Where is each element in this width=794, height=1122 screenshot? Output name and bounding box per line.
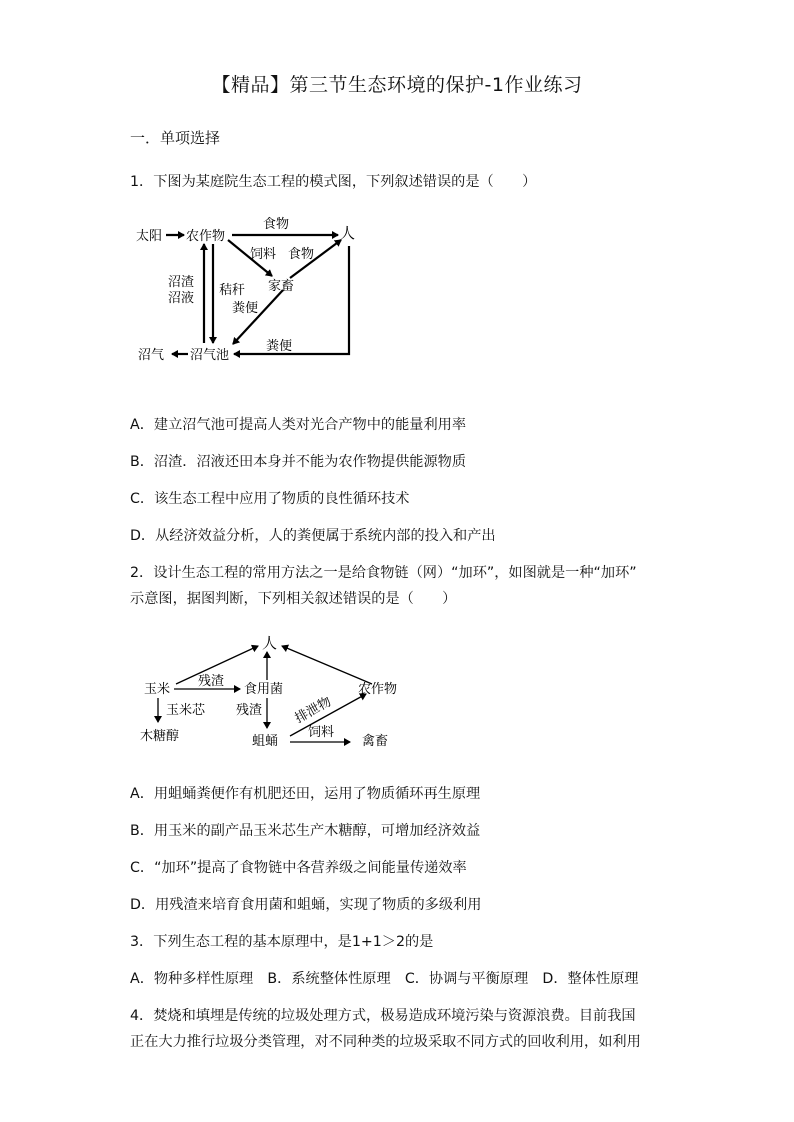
label-corncob: 玉米芯: [166, 703, 206, 718]
label-residue-2: 残渣: [236, 703, 263, 718]
question-4-line-1: 4．焚烧和填埋是传统的垃圾处理方式，极易造成环境污染与资源浪费。目前我国: [130, 1008, 636, 1024]
diagram-1: [128, 208, 368, 368]
label-feed-2: 饲料: [308, 725, 335, 740]
question-1-option-b: B．沼渣．沼液还田本身并不能为农作物提供能源物质: [130, 454, 467, 470]
node-livestock: 家畜: [268, 279, 295, 294]
node-pool: 沼气池: [190, 348, 230, 363]
question-1-option-c: C．该生态工程中应用了物质的良性循环技术: [130, 491, 410, 507]
question-4-line-2: 正在大力推行垃圾分类管理，对不同种类的垃圾采取不同方式的回收利用，如利用: [130, 1034, 641, 1050]
question-2-option-a: A．用蛆蛹粪便作有机肥还田，运用了物质循环再生原理: [130, 786, 481, 802]
node-gas: 沼气: [138, 348, 165, 363]
node-sun: 太阳: [136, 229, 163, 244]
label-straw: 秸秆: [219, 283, 246, 298]
section-heading: 一．单项选择: [130, 129, 221, 147]
node-fly: 蛆蛹: [252, 734, 279, 749]
label-feed: 饲料: [250, 247, 277, 262]
question-1-stem: 1．下图为某庭院生态工程的模式图，下列叙述错误的是（ ）: [130, 174, 537, 190]
arrow-crop-human: [282, 646, 372, 684]
node-crop: 农作物: [186, 229, 226, 244]
arrow-livestock-pool: [233, 290, 283, 344]
label-manure-2: 粪便: [266, 339, 293, 354]
node-corn: 玉米: [144, 682, 171, 697]
page-title: 【精品】第三节生态环境的保护-1作业练习: [211, 74, 583, 96]
question-1-option-a: A．建立沼气池可提高人类对光合产物中的能量利用率: [130, 417, 467, 433]
question-2-option-d: D．用残渣来培育食用菌和蛆蛹，实现了物质的多级利用: [130, 897, 482, 913]
node-human-2: 人: [262, 634, 278, 652]
question-1-option-d: D．从经济效益分析，人的粪便属于系统内部的投入和产出: [130, 528, 496, 544]
label-residue: 沼渣: [168, 275, 195, 290]
label-residue-1: 残渣: [198, 674, 225, 689]
label-food-1: 食物: [263, 217, 290, 232]
question-3-options: A．物种多样性原理 B．系统整体性原理 C．协调与平衡原理 D．整体性原理: [130, 971, 639, 987]
question-2-option-b: B．用玉米的副产品玉米芯生产木糖醇，可增加经济效益: [130, 823, 481, 839]
question-2-stem-line-2: 示意图，据图判断，下列相关叙述错误的是（ ）: [130, 591, 457, 607]
node-xylitol: 木糖醇: [140, 729, 180, 744]
label-manure-1: 粪便: [232, 301, 259, 316]
node-crop-2: 农作物: [358, 682, 398, 697]
node-mushroom: 食用菌: [244, 682, 284, 697]
diagram-2: [140, 632, 420, 757]
question-2-stem-line-1: 2．设计生态工程的常用方法之一是给食物链（网）“加环”，如图就是一种“加环”: [130, 565, 637, 581]
node-poultry: 禽畜: [362, 734, 389, 749]
question-2-option-c: C．“加环”提高了食物链中各营养级之间能量传递效率: [130, 860, 467, 876]
label-excreta: 排泄物: [292, 694, 335, 727]
label-slurry: 沼液: [168, 291, 195, 306]
node-human: 人: [340, 224, 356, 242]
label-food-2: 食物: [288, 247, 315, 262]
question-3-stem: 3．下列生态工程的基本原理中，是1+1＞2的是: [130, 934, 434, 950]
arrow-human-pool: [234, 246, 349, 354]
